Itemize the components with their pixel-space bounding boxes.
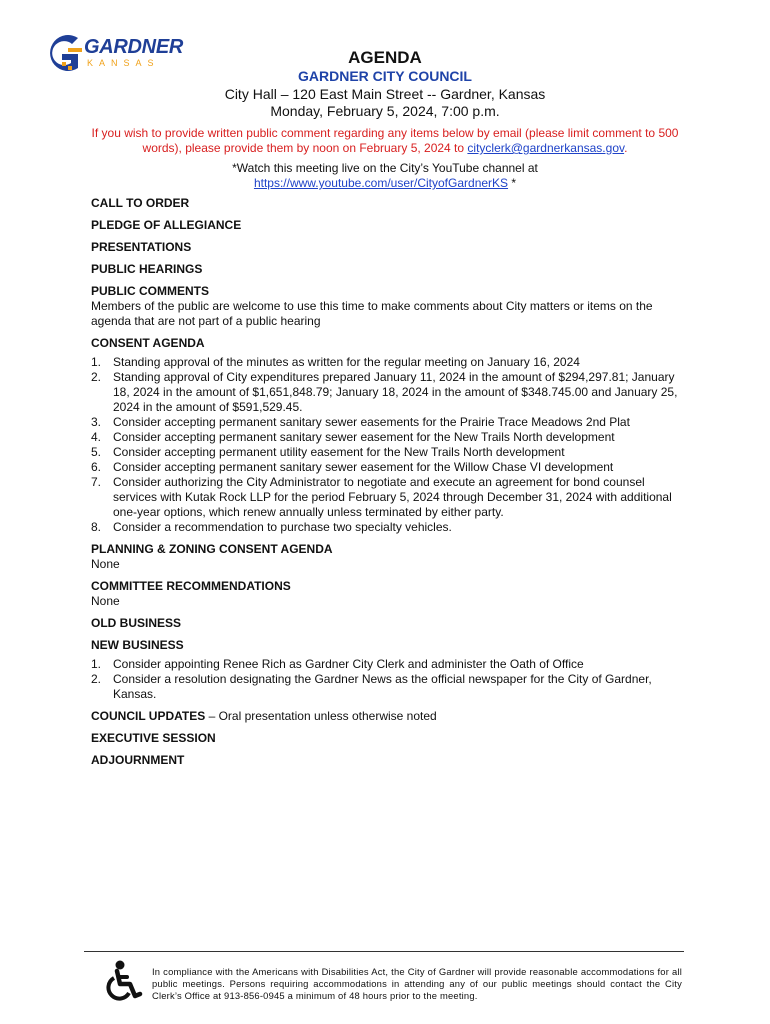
section-public-comments: PUBLIC COMMENTS — [91, 284, 209, 298]
list-item: 1. Consider appointing Renee Rich as Gardner City Clerk and administer the Oath of Office — [91, 657, 584, 671]
comment-notice — [80, 126, 690, 156]
page-title: AGENDA — [348, 48, 422, 67]
logo-subtitle: KANSAS — [87, 58, 160, 68]
list-item: 5. Consider accepting permanent utility easement for the New Trails North development — [91, 445, 565, 459]
list-item: 2. Consider a resolution designating the Gardner News as the official newspaper for the City of Gardner, Kansas. — [91, 672, 652, 701]
list-item: 3. Consider accepting permanent sanitary sewer easements for the Prairie Trace Meadows 2nd Plat — [91, 415, 630, 429]
list-item: 4. Consider accepting permanent sanitary sewer easement for the New Trails North development — [91, 430, 615, 444]
footer-divider — [84, 951, 684, 952]
list-item: 8. Consider a recommendation to purchase two specialty vehicles. — [91, 520, 452, 534]
section-council-updates: COUNCIL UPDATES – Oral presentation unless otherwise noted — [91, 709, 437, 723]
list-item: 2. Standing approval of City expenditures prepared January 11, 2024 in the amount of $294,297.81; January 18, 2024 in the amount of $1,651,848.79; January 18, 2024 in the amount of $348.745.00 and January 25, 2024 in the amount of $591,529.45. — [91, 370, 678, 414]
ada-notice: In compliance with the Americans with Disabilities Act, the City of Gardner will provide reasonable accommodations for all public meetings. Persons requiring accommodations in attending any of our public meetings should contact the City Clerk’s Office at 913-856-0945 a minimum of 48 hours prior to the meeting. — [152, 966, 682, 1001]
section-presentations: PRESENTATIONS — [91, 240, 192, 254]
wheelchair-icon — [100, 960, 144, 1002]
new-business-list — [91, 657, 683, 702]
notice-text: If you wish to provide written public comment regarding any items below by email (please limit comment to 500 words), please provide them by noon on February 5, 2024 to — [91, 126, 679, 155]
consent-list — [91, 355, 683, 535]
public-comments-text: Members of the public are welcome to use this time to make comments about City matters or items on the agenda that are not part of a public hearing — [91, 299, 653, 328]
watch-text: *Watch this meeting live on the City’s YouTube channel at — [232, 161, 538, 175]
section-planning-zoning: PLANNING & ZONING CONSENT AGENDA — [91, 542, 333, 556]
list-item: 7. Consider authorizing the City Administrator to negotiate and execute an agreement for bond counsel services with Kutak Rock LLP for the period February 5, 2024 through December 31, 2024 with additional one-year options, which renew annually unless terminated by either party. — [91, 475, 672, 519]
section-committee: COMMITTEE RECOMMENDATIONS — [91, 579, 291, 593]
meeting-location: City Hall – 120 East Main Street -- Gardner, Kansas — [224, 86, 546, 102]
section-pledge: PLEDGE OF ALLEGIANCE — [91, 218, 242, 232]
list-item: 6. Consider accepting permanent sanitary sewer easement for the Willow Chase VI development — [91, 460, 614, 474]
watch-end: * — [508, 176, 517, 190]
watch-notice — [80, 161, 690, 191]
list-item: 1. Standing approval of the minutes as written for the regular meeting on January 16, 2024 — [91, 355, 580, 369]
council-name: GARDNER CITY COUNCIL — [298, 68, 472, 84]
section-adjournment: ADJOURNMENT — [91, 753, 185, 767]
clerk-email-link[interactable]: cityclerk@gardnerkansas.gov — [467, 141, 625, 155]
committee-text: None — [91, 594, 120, 608]
section-call-to-order: CALL TO ORDER — [91, 196, 190, 210]
meeting-date: Monday, February 5, 2024, 7:00 p.m. — [270, 103, 500, 119]
section-public-hearings: PUBLIC HEARINGS — [91, 262, 203, 276]
youtube-link[interactable]: https://www.youtube.com/user/CityofGardnerKS — [253, 176, 509, 190]
agenda-body — [91, 196, 683, 768]
section-consent-agenda: CONSENT AGENDA — [91, 336, 205, 350]
notice-end: . — [624, 141, 628, 155]
section-executive-session: EXECUTIVE SESSION — [91, 731, 216, 745]
section-new-business: NEW BUSINESS — [91, 638, 184, 652]
planning-text: None — [91, 557, 120, 571]
logo-wordmark: GARDNER — [84, 36, 184, 58]
section-old-business: OLD BUSINESS — [91, 616, 182, 630]
